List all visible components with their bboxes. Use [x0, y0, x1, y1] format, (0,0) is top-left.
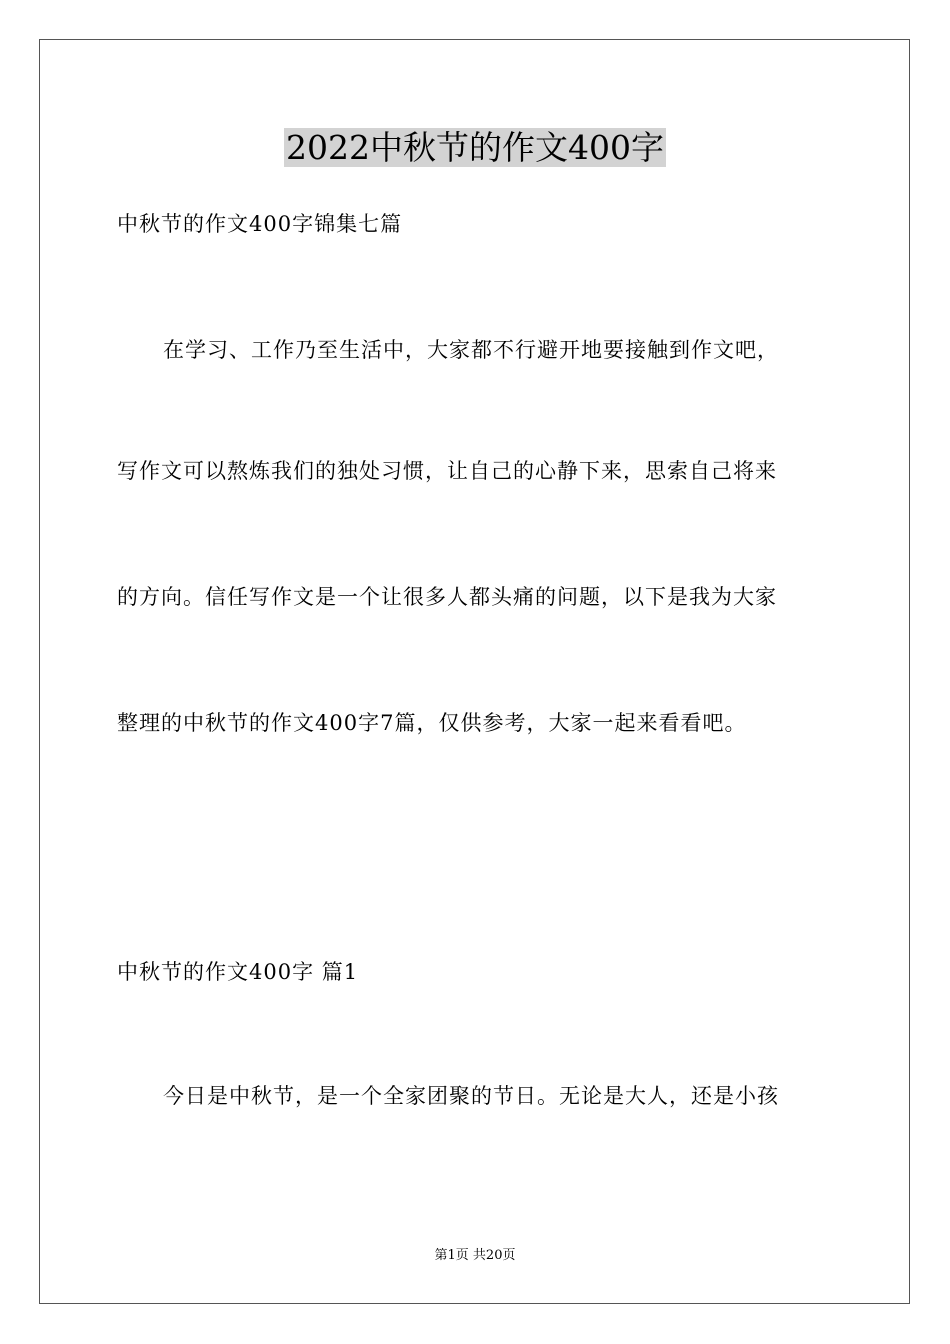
section-line-1: 今日是中秋节，是一个全家团聚的节日。无论是大人，还是小孩 — [163, 1084, 779, 1108]
document-subtitle: 中秋节的作文400字锦集七篇 — [117, 212, 403, 236]
document-title — [0, 126, 950, 170]
intro-line-3: 的方向。信任写作文是一个让很多人都头痛的问题，以下是我为大家 — [117, 585, 777, 609]
document-title-text: 2022中秋节的作文400字 — [286, 128, 664, 167]
intro-line-2: 写作文可以熬炼我们的独处习惯，让自己的心静下来，思索自己将来 — [117, 459, 777, 483]
intro-line-4: 整理的中秋节的作文400字7篇，仅供参考，大家一起来看看吧。 — [117, 711, 747, 735]
section-heading: 中秋节的作文400字 篇1 — [117, 960, 359, 984]
page-footer: 第1页 共20页 — [434, 1248, 516, 1263]
intro-line-1: 在学习、工作乃至生活中，大家都不行避开地要接触到作文吧， — [163, 338, 779, 362]
